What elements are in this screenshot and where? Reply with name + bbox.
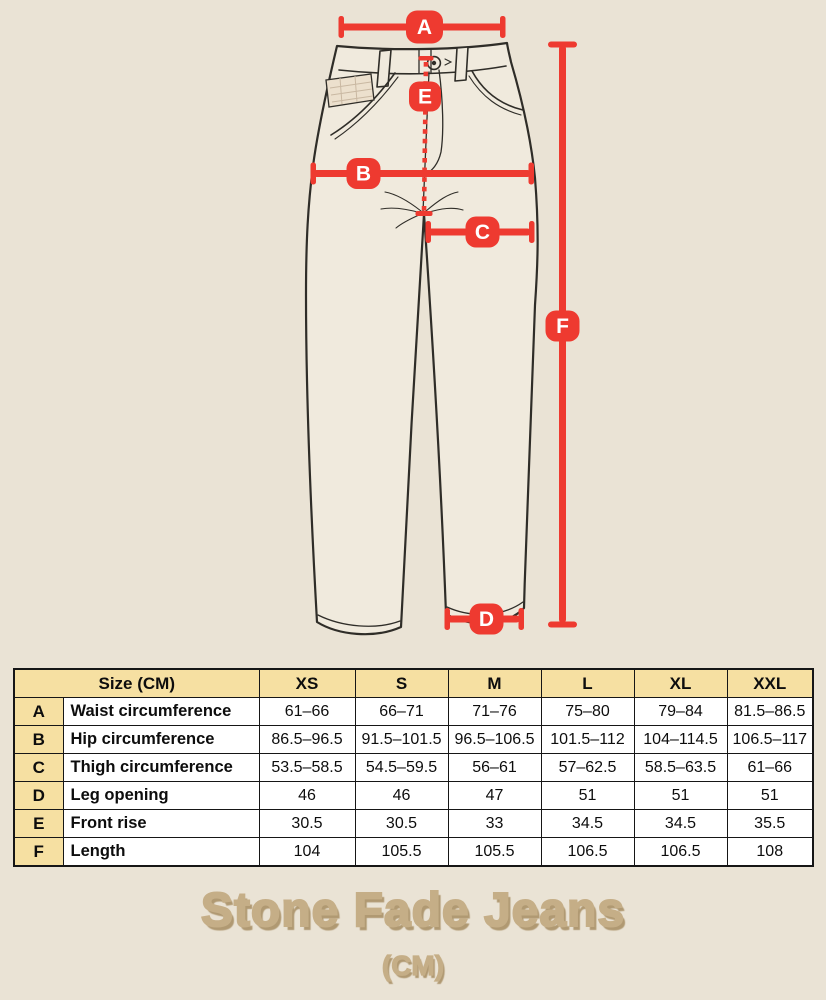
row-d-letter: D [14,782,63,810]
header-m: M [448,669,541,698]
measure-cap [529,163,535,185]
row-f-name: Length [63,838,259,867]
row-a-name: Waist circumference [63,698,259,726]
table-row-thigh [14,754,813,782]
cell-c-xxl: 61–66 [727,754,813,782]
cell-a-xl: 79–84 [634,698,727,726]
measure-label-d: D [478,608,495,631]
row-f-letter: F [14,838,63,867]
cell-d-xxl: 51 [727,782,813,810]
measure-label-e: E [417,85,433,109]
cell-a-xs: 61–66 [259,698,355,726]
measure-cap [519,608,525,630]
measure-A-waist [339,11,506,44]
cell-e-xs: 30.5 [259,810,355,838]
measure-line-b [313,170,531,177]
row-c-name: Thigh circumference [63,754,259,782]
cell-b-s: 91.5–101.5 [355,726,448,754]
product-title: Stone Fade Jeans [200,884,626,937]
measure-cap [548,622,577,628]
cell-e-xl: 34.5 [634,810,727,838]
cell-d-l: 51 [541,782,634,810]
cell-f-s: 105.5 [355,838,448,867]
measure-cap [445,608,451,630]
size-chart-table [13,668,814,867]
header-l: L [541,669,634,698]
cell-a-s: 66–71 [355,698,448,726]
measure-cap [500,16,506,38]
cell-f-xs: 104 [259,838,355,867]
measure-label-b: B [355,162,372,186]
cell-b-xxl: 106.5–117 [727,726,813,754]
header-xxl: XXL [727,669,813,698]
measure-label-f: F [556,315,569,338]
unit-subtitle: (CM) [381,950,445,981]
cell-e-s: 30.5 [355,810,448,838]
row-b-name: Hip circumference [63,726,259,754]
measure-F-length [546,42,580,628]
cell-a-l: 75–80 [541,698,634,726]
row-d-name: Leg opening [63,782,259,810]
header-s: S [355,669,448,698]
cell-f-xl: 106.5 [634,838,727,867]
cell-d-xs: 46 [259,782,355,810]
header-xs: XS [259,669,355,698]
cell-f-xxl: 108 [727,838,813,867]
cell-c-l: 57–62.5 [541,754,634,782]
row-b-letter: B [14,726,63,754]
cell-e-l: 34.5 [541,810,634,838]
cell-a-xxl: 81.5–86.5 [727,698,813,726]
measure-label-a: A [416,16,433,39]
cell-c-m: 56–61 [448,754,541,782]
cell-a-m: 71–76 [448,698,541,726]
cell-f-l: 106.5 [541,838,634,867]
cell-b-l: 101.5–112 [541,726,634,754]
table-row-front-rise [14,810,813,838]
measure-tick [416,211,433,216]
header-size-cm: Size (CM) [14,669,259,698]
table-row-length [14,838,813,867]
header-xl: XL [634,669,727,698]
cell-f-m: 105.5 [448,838,541,867]
measure-cap [548,42,577,48]
cell-b-xl: 104–114.5 [634,726,727,754]
table-row-waist [14,698,813,726]
row-a-letter: A [14,698,63,726]
cell-e-m: 33 [448,810,541,838]
measure-cap [426,221,432,243]
measure-cap [311,163,317,185]
table-row-leg-opening [14,782,813,810]
cell-d-xl: 51 [634,782,727,810]
belt-loop-right [455,47,468,81]
row-c-letter: C [14,754,63,782]
row-e-name: Front rise [63,810,259,838]
cell-c-xl: 58.5–63.5 [634,754,727,782]
table-header-row [14,669,813,698]
table-row-hip [14,726,813,754]
cell-e-xxl: 35.5 [727,810,813,838]
cell-b-xs: 86.5–96.5 [259,726,355,754]
cell-b-m: 96.5–106.5 [448,726,541,754]
jeans-outline [306,43,538,634]
measure-label-c: C [474,221,491,244]
cell-d-m: 47 [448,782,541,810]
row-e-letter: E [14,810,63,838]
measure-cap [339,16,345,38]
jeans-button-center [432,61,436,65]
measure-tick [419,56,434,61]
cell-c-xs: 53.5–58.5 [259,754,355,782]
jeans-drawing [306,43,538,634]
cell-d-s: 46 [355,782,448,810]
measure-cap [529,221,535,243]
cell-c-s: 54.5–59.5 [355,754,448,782]
